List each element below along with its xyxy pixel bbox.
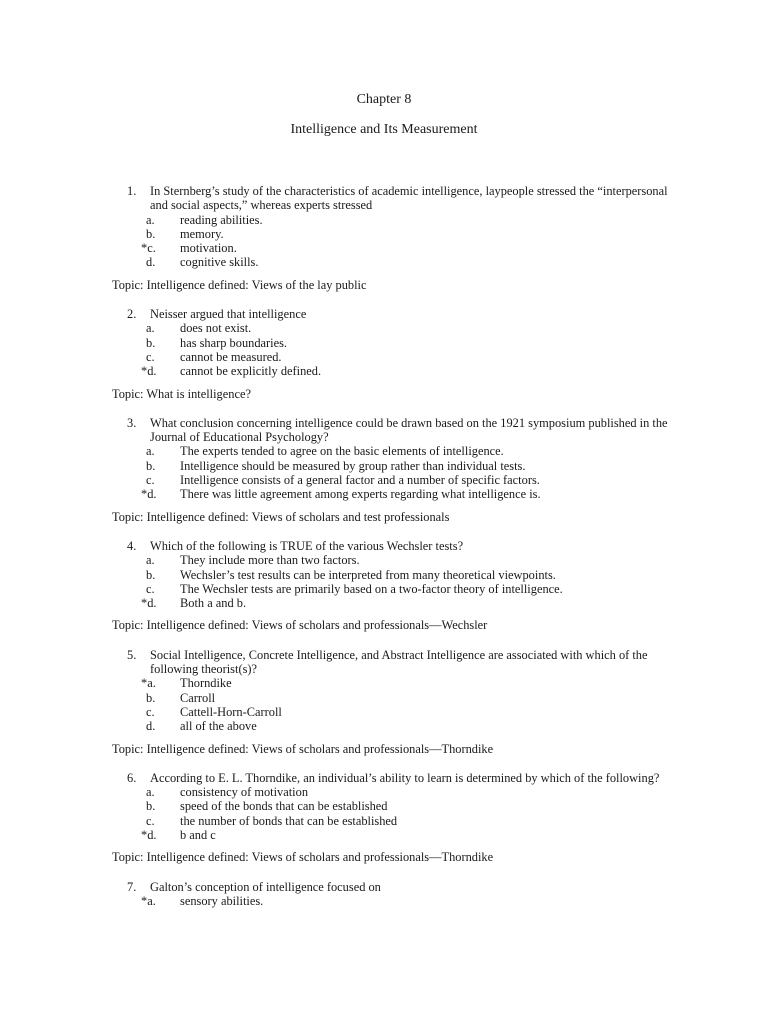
option-letter: c. [146, 813, 155, 828]
option-text: They include more than two factors. [180, 553, 360, 568]
option-text: Both a and b. [180, 596, 247, 611]
answer-option [112, 350, 672, 364]
question-text: Social Intelligence, Concrete Intelligence, and Abstract Intelligence are associated with which of the following theorist(s)? [150, 647, 648, 677]
option-letter: c. [146, 473, 155, 488]
question-stem [112, 416, 672, 445]
journal-title: Journal of Educational Psychology [150, 430, 324, 445]
option-letter: b. [146, 567, 156, 582]
option-text: Carroll [180, 690, 216, 705]
question-text: Which of the following is TRUE of the various Wechsler tests? [150, 538, 464, 553]
option-text: does not exist. [180, 321, 252, 336]
option-letter: a. [146, 553, 155, 568]
answer-option [112, 213, 672, 227]
option-text: memory. [180, 226, 224, 241]
question-block [112, 880, 672, 909]
question-text: According to E. L. Thorndike, an individual’s ability to learn is determined by which of the following? [150, 770, 660, 785]
option-letter: c. [146, 349, 155, 364]
option-text: There was little agreement among experts regarding what intelligence is. [180, 487, 541, 502]
answer-option-correct [112, 487, 672, 501]
option-letter: *a. [141, 676, 156, 691]
question-block [112, 539, 672, 633]
option-letter: *a. [141, 893, 156, 908]
option-letter: b. [146, 458, 156, 473]
option-text: cognitive skills. [180, 255, 259, 270]
option-text: the number of bonds that can be established [180, 813, 398, 828]
topic-line: Topic: Intelligence defined: Views of scholars and professionals—Wechsler [112, 618, 488, 633]
option-text: cannot be measured. [180, 349, 282, 364]
question-number: 7. [127, 879, 137, 894]
question-text: Galton’s conception of intelligence focused on [150, 879, 381, 894]
answer-option [112, 553, 672, 567]
question-stem [112, 539, 672, 553]
option-text: reading abilities. [180, 212, 263, 227]
question-number: 5. [127, 647, 137, 662]
option-letter: a. [146, 212, 155, 227]
option-text: speed of the bonds that can be established [180, 799, 388, 814]
option-letter: c. [146, 581, 155, 596]
answer-option-correct [112, 364, 672, 378]
chapter-title: Intelligence and Its Measurement [290, 122, 478, 137]
chapter-heading: Chapter 8 [356, 92, 412, 107]
option-text: Intelligence should be measured by group rather than individual tests. [180, 458, 526, 473]
answer-option [112, 582, 672, 596]
question-number: 3. [127, 415, 137, 430]
answer-option [112, 719, 672, 733]
option-letter: *c. [141, 241, 156, 256]
option-letter: d. [146, 719, 156, 734]
option-text: consistency of motivation [180, 785, 309, 800]
answer-option [112, 568, 672, 582]
option-text: Wechsler’s test results can be interpreted from many theoretical viewpoints. [180, 567, 556, 582]
answer-option [112, 799, 672, 813]
option-text: motivation. [180, 241, 237, 256]
answer-option-correct [112, 828, 672, 842]
question-number: 1. [127, 184, 137, 198]
topic-line: Topic: Intelligence defined: Views of scholars and test professionals [112, 509, 450, 524]
question-block [112, 416, 672, 524]
question-stem [112, 771, 672, 785]
option-text: Thorndike [180, 676, 232, 691]
option-letter: *d. [141, 364, 157, 379]
option-letter: a. [146, 321, 155, 336]
answer-option [112, 444, 672, 458]
answer-option [112, 705, 672, 719]
question-block [112, 771, 672, 865]
question-stem [112, 648, 672, 677]
question-number: 4. [127, 538, 137, 553]
question-stem [112, 307, 672, 321]
answer-option [112, 691, 672, 705]
question-block [112, 184, 672, 292]
option-text: has sharp boundaries. [180, 335, 288, 350]
question-stem [112, 184, 672, 213]
option-letter: d. [146, 255, 156, 270]
question-number: 6. [127, 770, 137, 785]
topic-line: Topic: What is intelligence? [112, 386, 251, 401]
answer-option-correct [112, 241, 672, 255]
option-letter: b. [146, 799, 156, 814]
topic-line: Topic: Intelligence defined: Views of scholars and professionals—Thorndike [112, 741, 494, 756]
topic-line: Topic: Intelligence defined: Views of scholars and professionals—Thorndike [112, 850, 494, 865]
answer-option [112, 321, 672, 335]
answer-option [112, 785, 672, 799]
answer-option-correct [112, 676, 672, 690]
answer-option [112, 255, 672, 269]
question-number: 2. [127, 307, 137, 322]
option-text: The experts tended to agree on the basic elements of intelligence. [180, 444, 504, 459]
question-text-end: ? [323, 430, 329, 445]
question-text: Neisser argued that intelligence [150, 307, 307, 322]
option-letter: c. [146, 704, 155, 719]
answer-option [112, 473, 672, 487]
answer-option [112, 459, 672, 473]
option-text: b and c [180, 827, 216, 842]
answer-option [112, 227, 672, 241]
question-list [112, 184, 672, 908]
option-text: Intelligence consists of a general factor and a number of specific factors. [180, 473, 540, 488]
answer-option-correct [112, 894, 672, 908]
option-letter: b. [146, 690, 156, 705]
option-letter: a. [146, 444, 155, 459]
option-text: sensory abilities. [180, 893, 264, 908]
answer-option [112, 336, 672, 350]
option-text: cannot be explicitly defined. [180, 364, 322, 379]
option-letter: *d. [141, 827, 157, 842]
answer-option-correct [112, 596, 672, 610]
option-letter: *d. [141, 487, 157, 502]
option-letter: b. [146, 335, 156, 350]
option-text: Cattell-Horn-Carroll [180, 704, 282, 719]
question-text: What conclusion concerning intelligence could be drawn based on the 1921 symposium published in the [150, 415, 668, 430]
option-letter: a. [146, 785, 155, 800]
question-block [112, 648, 672, 756]
question-text: In Sternberg’s study of the characteristics of academic intelligence, laypeople stressed the “interpersonal and social aspects,” whereas experts stressed [150, 184, 668, 213]
option-text: all of the above [180, 719, 257, 734]
answer-option [112, 814, 672, 828]
question-block [112, 307, 672, 401]
question-stem [112, 880, 672, 894]
option-letter: *d. [141, 596, 157, 611]
topic-line: Topic: Intelligence defined: Views of the lay public [112, 277, 367, 292]
option-text: The Wechsler tests are primarily based on a two-factor theory of intelligence. [180, 581, 563, 596]
option-letter: b. [146, 226, 156, 241]
